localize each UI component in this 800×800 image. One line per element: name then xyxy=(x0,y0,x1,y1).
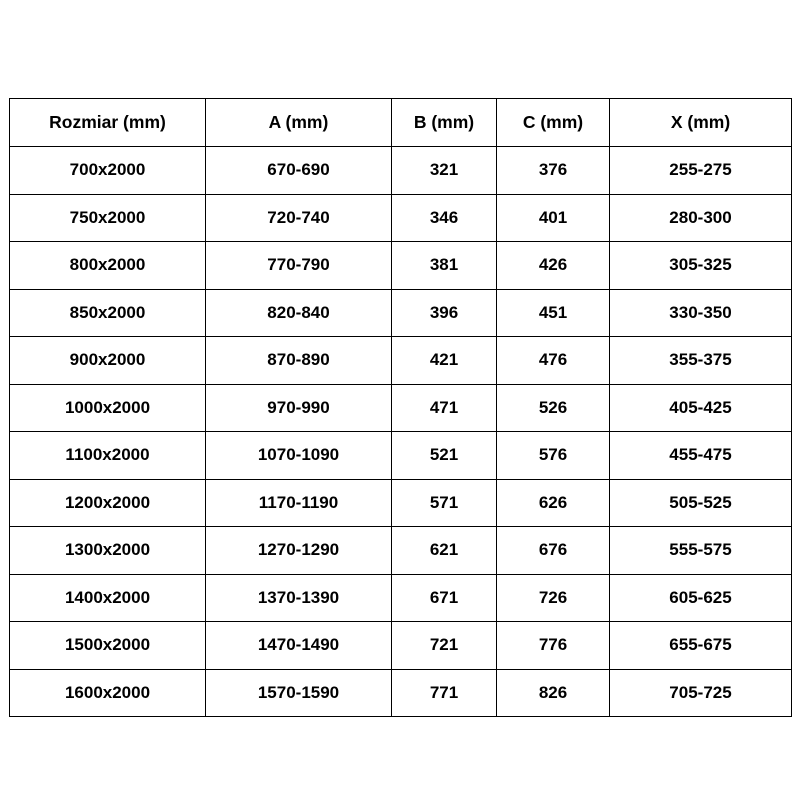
cell-a: 1370-1390 xyxy=(206,574,392,622)
cell-size: 1600x2000 xyxy=(10,669,206,717)
cell-b: 521 xyxy=(392,432,497,480)
cell-c: 626 xyxy=(497,479,610,527)
size-table xyxy=(9,98,792,717)
cell-b: 621 xyxy=(392,527,497,575)
cell-size: 850x2000 xyxy=(10,289,206,337)
cell-b: 471 xyxy=(392,384,497,432)
cell-size: 1500x2000 xyxy=(10,622,206,670)
cell-a: 1170-1190 xyxy=(206,479,392,527)
cell-size: 1000x2000 xyxy=(10,384,206,432)
cell-a: 1070-1090 xyxy=(206,432,392,480)
cell-x: 705-725 xyxy=(610,669,792,717)
table-row xyxy=(10,147,792,195)
cell-size: 1100x2000 xyxy=(10,432,206,480)
table-header xyxy=(10,99,792,147)
table-row xyxy=(10,574,792,622)
cell-c: 376 xyxy=(497,147,610,195)
cell-b: 396 xyxy=(392,289,497,337)
cell-size: 700x2000 xyxy=(10,147,206,195)
cell-c: 476 xyxy=(497,337,610,385)
cell-size: 1400x2000 xyxy=(10,574,206,622)
table-row xyxy=(10,289,792,337)
cell-x: 255-275 xyxy=(610,147,792,195)
table-row xyxy=(10,527,792,575)
cell-size: 1200x2000 xyxy=(10,479,206,527)
cell-c: 726 xyxy=(497,574,610,622)
column-header-b: B (mm) xyxy=(392,99,497,147)
table-body xyxy=(10,147,792,717)
cell-a: 670-690 xyxy=(206,147,392,195)
cell-b: 671 xyxy=(392,574,497,622)
table-row xyxy=(10,669,792,717)
cell-a: 870-890 xyxy=(206,337,392,385)
cell-a: 1470-1490 xyxy=(206,622,392,670)
table-row xyxy=(10,622,792,670)
cell-c: 826 xyxy=(497,669,610,717)
table-row xyxy=(10,384,792,432)
cell-x: 455-475 xyxy=(610,432,792,480)
table-row xyxy=(10,194,792,242)
cell-x: 505-525 xyxy=(610,479,792,527)
cell-x: 305-325 xyxy=(610,242,792,290)
cell-b: 346 xyxy=(392,194,497,242)
column-header-rozmiar: Rozmiar (mm) xyxy=(10,99,206,147)
cell-size: 800x2000 xyxy=(10,242,206,290)
table-row xyxy=(10,242,792,290)
table-header-row xyxy=(10,99,792,147)
cell-b: 721 xyxy=(392,622,497,670)
cell-size: 750x2000 xyxy=(10,194,206,242)
cell-x: 355-375 xyxy=(610,337,792,385)
cell-c: 401 xyxy=(497,194,610,242)
cell-x: 405-425 xyxy=(610,384,792,432)
cell-a: 770-790 xyxy=(206,242,392,290)
cell-c: 451 xyxy=(497,289,610,337)
cell-x: 605-625 xyxy=(610,574,792,622)
cell-c: 776 xyxy=(497,622,610,670)
cell-x: 280-300 xyxy=(610,194,792,242)
cell-size: 1300x2000 xyxy=(10,527,206,575)
cell-c: 526 xyxy=(497,384,610,432)
cell-x: 555-575 xyxy=(610,527,792,575)
cell-x: 330-350 xyxy=(610,289,792,337)
cell-a: 1570-1590 xyxy=(206,669,392,717)
cell-size: 900x2000 xyxy=(10,337,206,385)
size-table-container xyxy=(9,98,791,717)
table-row xyxy=(10,432,792,480)
cell-c: 576 xyxy=(497,432,610,480)
column-header-c: C (mm) xyxy=(497,99,610,147)
cell-b: 321 xyxy=(392,147,497,195)
cell-b: 771 xyxy=(392,669,497,717)
cell-a: 970-990 xyxy=(206,384,392,432)
cell-x: 655-675 xyxy=(610,622,792,670)
cell-a: 820-840 xyxy=(206,289,392,337)
cell-b: 421 xyxy=(392,337,497,385)
cell-b: 571 xyxy=(392,479,497,527)
table-row xyxy=(10,337,792,385)
table-row xyxy=(10,479,792,527)
cell-a: 1270-1290 xyxy=(206,527,392,575)
cell-b: 381 xyxy=(392,242,497,290)
column-header-x: X (mm) xyxy=(610,99,792,147)
cell-c: 426 xyxy=(497,242,610,290)
cell-a: 720-740 xyxy=(206,194,392,242)
column-header-a: A (mm) xyxy=(206,99,392,147)
cell-c: 676 xyxy=(497,527,610,575)
